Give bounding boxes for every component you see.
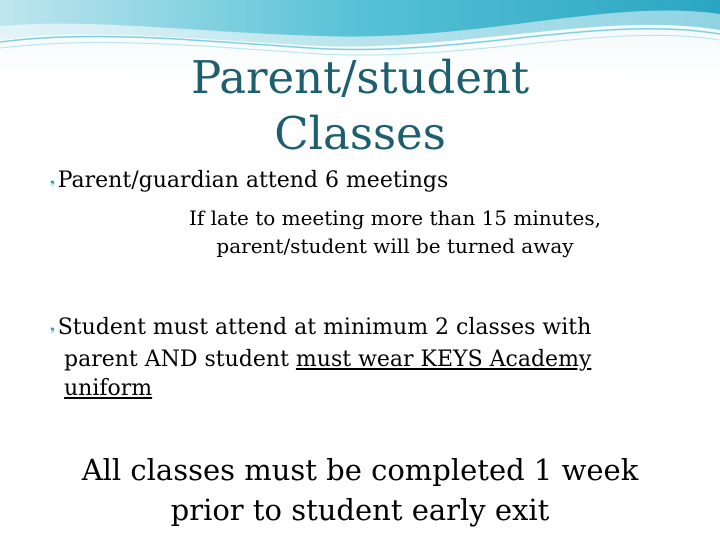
title-line-2: Classes — [274, 107, 446, 160]
bullet-icon: ❟ — [50, 319, 55, 333]
bullet-meetings — [50, 168, 448, 196]
bullet-student-text: Student must attend at minimum 2 classes with — [57, 315, 592, 340]
slide-title — [130, 50, 590, 162]
bullet-student-text-cont: parent AND student — [64, 347, 296, 372]
sub-point-line-1: If late to meeting more than 15 minutes, — [188, 206, 602, 230]
uniform-requirement-cont: uniform — [64, 376, 153, 401]
bullet-icon: ❟ — [50, 172, 55, 186]
bullet-meetings-text: Parent/guardian attend 6 meetings — [57, 168, 449, 193]
title-line-1: Parent/student — [190, 51, 530, 104]
bullet-student-classes — [50, 313, 650, 403]
sub-point-late — [150, 204, 640, 260]
closing-line-2: prior to student early exit — [170, 493, 550, 527]
uniform-requirement: must wear KEYS Academy — [295, 347, 592, 372]
closing-statement — [40, 450, 680, 530]
sub-point-line-2: parent/student will be turned away — [216, 234, 574, 258]
closing-line-1: All classes must be completed 1 week — [81, 453, 639, 487]
